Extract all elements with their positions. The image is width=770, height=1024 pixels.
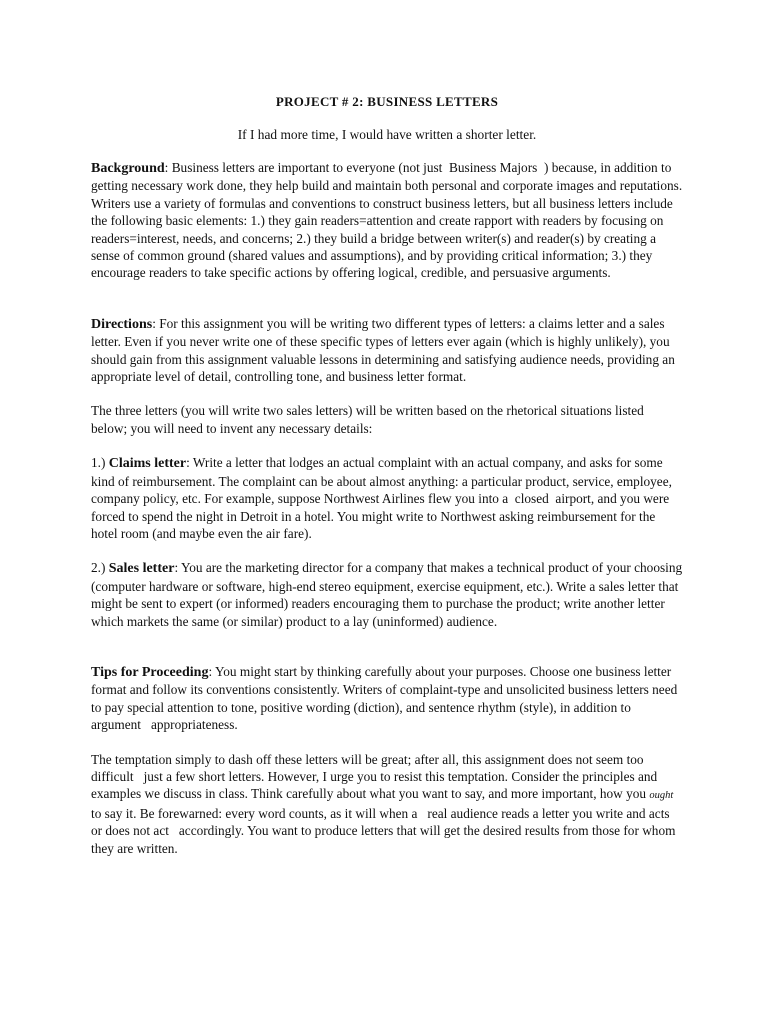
spacer xyxy=(91,630,683,663)
spacer xyxy=(91,734,683,751)
spacer xyxy=(91,437,683,454)
tips-text-2a: The temptation simply to dash off these letters will be great; after all, this assignment does not seem too difficult just a few short letters. However, I urge you to resist this temptation. Consider the principles and examples we discuss in class. Think carefully about what you want to say, and more important, how you xyxy=(91,751,658,802)
claims-number: 1.) xyxy=(91,455,109,471)
background-paragraph xyxy=(91,159,683,282)
tips-heading: Tips for Proceeding xyxy=(91,664,209,680)
spacer xyxy=(91,282,683,315)
page-title: PROJECT # 2: BUSINESS LETTERS xyxy=(275,94,499,109)
sales-number: 2.) xyxy=(91,560,109,576)
tips-text: : You might start by thinking carefully about your purposes. Choose one business letter format and follow its conventions consistently. Writers of complaint-type and unsolicited business letters need to pay special attention to tone, positive wording (diction), and sentence rhythm (style), in addition to argument appropriateness. xyxy=(91,663,678,733)
tips-text-2c: to say it. Be forewarned: every word counts, as it will when a real audience reads a letter you write and acts or does not act accordingly. You want to produce letters that will get the desired results from those for whom they are written. xyxy=(91,805,677,856)
tips-paragraph-2 xyxy=(91,751,683,857)
epigraph: If I had more time, I would have written a shorter letter. xyxy=(237,127,537,142)
sales-heading: Sales letter xyxy=(108,561,175,577)
claims-heading: Claims letter xyxy=(108,456,187,472)
spacer xyxy=(91,385,683,402)
tips-paragraph xyxy=(91,663,683,734)
claims-text: : Write a letter that lodges an actual complaint with an actual company, and asks for some kind of reimbursement. The complaint can be about almost anything: a particular product, service, employee, company policy, etc. For example, suppose Northwest Airlines flew you into a closed airport, and you were forced to spend the night in Detroit in a hotel. You might write to Northwest asking reimbursement for the hotel room (and maybe even the air fare). xyxy=(91,455,672,541)
sales-text: : You are the marketing director for a company that makes a technical product of your choosing (computer hardware or software, high-end stereo equipment, exercise equipment, etc.). Write a sales letter that might be sent to expert (or informed) readers encouraging them to purchase the product; write another letter which markets the same (or similar) product to a lay (uninformed) audience. xyxy=(91,560,683,629)
directions-text: : For this assignment you will be writing two different types of letters: a claims letter and a sales letter. Even if you never write one of these specific types of letters ever again (which is highly unlikely), you should gain from this assignment valuable lessons in determining and satisfying audience needs, providing an appropriate level of detail, controlling tone, and business letter format. xyxy=(91,315,675,385)
sales-paragraph xyxy=(91,559,683,630)
document-page xyxy=(91,93,683,857)
background-text: : Business letters are important to everyone (not just Business Majors ) because, in addition to getting necessary work done, they help build and maintain both personal and corporate images and reputations. Writers use a variety of formulas and conventions to construct business letters, but all business letters include the following basic elements: 1.) they gain readers=attention and create rapport with readers by focusing on readers=interest, needs, and concerns; 2.) they build a bridge between writer(s) and reader(s) by creating a sense of common ground (shared values and assumptions), and by providing critical information; 3.) they encourage readers to take specific actions by offering logical, credible, and persuasive arguments. xyxy=(91,160,683,281)
directions-paragraph-2: The three letters (you will write two sales letters) will be written based on the rhetorical situations listed below; you will need to invent any necessary details: xyxy=(91,403,644,436)
spacer xyxy=(91,542,683,559)
directions-paragraph xyxy=(91,315,683,386)
tips-ought-word: ought xyxy=(649,790,674,802)
claims-paragraph xyxy=(91,454,683,542)
directions-heading: Directions xyxy=(91,316,153,332)
background-heading: Background xyxy=(91,161,165,176)
